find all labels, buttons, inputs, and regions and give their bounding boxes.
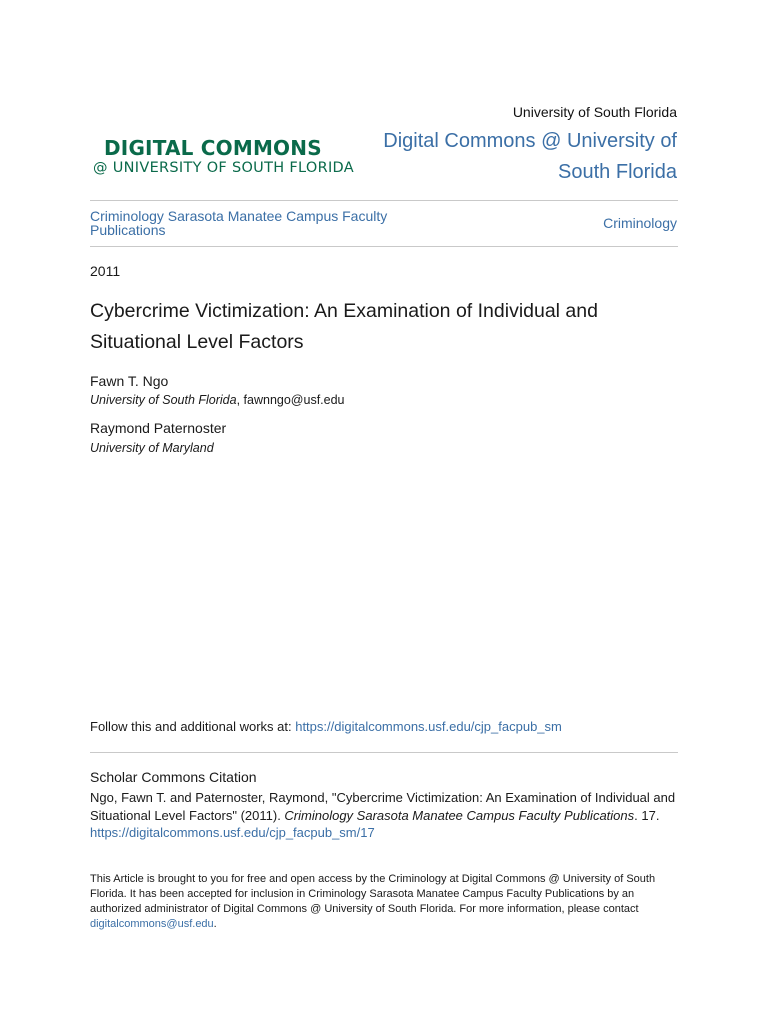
digital-commons-logo-subtitle: @ UNIVERSITY OF SOUTH FLORIDA	[93, 160, 354, 176]
digital-commons-logo-title: DIGITAL COMMONS	[104, 136, 322, 160]
contact-email-link[interactable]: digitalcommons@usf.edu	[90, 918, 214, 930]
citation-authors-title: Ngo, Fawn T. and Paternoster, Raymond, "Cybercrime Victimization: An Examination of Individual and Situational Level Factors" (2011).	[90, 790, 676, 823]
citation-url-link[interactable]: https://digitalcommons.usf.edu/cjp_facpub_sm/17	[90, 825, 375, 840]
discipline-link[interactable]: Criminology	[603, 215, 677, 231]
author-affiliation: University of Maryland	[90, 441, 214, 455]
author-block	[90, 373, 345, 409]
repository-link[interactable]: Digital Commons @ University of South Florida	[383, 130, 677, 183]
author-name: Fawn T. Ngo	[90, 373, 169, 389]
author-affiliation: University of South Florida	[90, 393, 237, 407]
divider-collection	[90, 246, 678, 247]
follow-url-link[interactable]: https://digitalcommons.usf.edu/cjp_facpub_sm	[295, 719, 562, 734]
access-notice-end: .	[213, 918, 217, 930]
citation-heading: Scholar Commons Citation	[90, 769, 257, 785]
series-link[interactable]: Criminology Sarasota Manatee Campus Faculty Publications	[90, 208, 388, 238]
author-email: , fawnngo@usf.edu	[236, 393, 345, 407]
divider-citation	[90, 752, 678, 753]
follow-label: Follow this and additional works at:	[90, 719, 296, 734]
article-title: Cybercrime Victimization: An Examination of Individual and Situational Level Factors	[90, 300, 598, 353]
author-affiliation-line	[90, 391, 345, 409]
publication-year: 2011	[90, 263, 121, 279]
citation-journal: Criminology Sarasota Manatee Campus Faculty Publications	[284, 807, 635, 823]
citation-number: . 17.	[634, 807, 660, 823]
author-name: Raymond Paternoster	[90, 420, 227, 436]
access-notice-text: This Article is brought to you for free and open access by the Criminology at Digital Commons @ University of South Florida. It has been accepted for inclusion in Criminology Sarasota Manatee Campus Faculty Publications by an authorized administrator of Digital Commons @ University of South Florida. For more information, please contact	[90, 873, 656, 915]
access-notice	[90, 872, 680, 932]
author-affiliation-line	[90, 439, 226, 457]
institution-name: University of South Florida	[512, 104, 677, 120]
follow-line	[90, 719, 562, 734]
divider-top	[90, 200, 678, 201]
citation-text	[90, 789, 680, 842]
author-block	[90, 420, 226, 457]
